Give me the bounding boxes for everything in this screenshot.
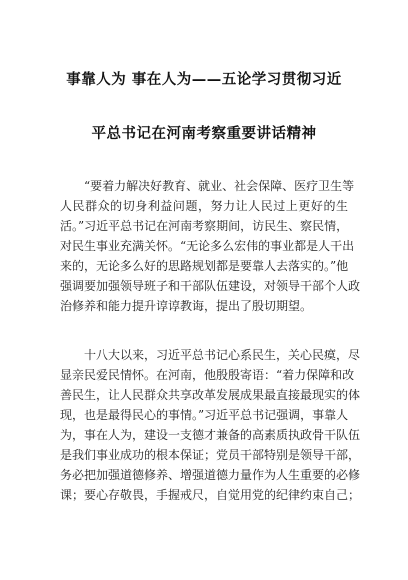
paragraph-2-line-5: 为，事在人为，建设一支德才兼备的高素质执政骨干队伍 [60,428,361,442]
paragraph-2-line-2: 显亲民爱民情怀。在河南，他殷殷寄语：“着力保障和改 [60,368,355,382]
paragraph-2-line-7: 务必把加强道德修养、增强道德力量作为人生重要的必修 [60,468,361,482]
paragraph-1-line-6: 强调要加强领导班子和干部队伍建设，对领导干部个人政 [60,279,361,293]
document-title-line-2: 平总书记在河南考察重要讲话精神 [91,126,317,142]
paragraph-2-line-3: 善民生，让人民群众共享改革发展成果最直接最现实的体 [60,388,361,402]
paragraph-1-line-4: 对民生事业充满关怀。“无论多么宏伟的事业都是人干出 [60,239,355,253]
paragraph-2-line-4: 现，也是最得民心的事情。”习近平总书记强调，事靠人 [60,408,349,422]
paragraph-1-line-1: “要着力解决好教育、就业、社会保障、医疗卫生等 [84,179,355,193]
paragraph-2-line-6: 是我们事业成功的根本保证；党员干部特别是领导干部， [60,448,361,462]
paragraph-2-line-1: 十八大以来，习近平总书记心系民生，关心民瘼，尽 [84,348,361,362]
paragraph-2-line-8: 课；要心存敬畏，手握戒尺，自觉用党的纪律约束自己； [60,488,361,502]
paragraph-1-line-2: 人民群众的切身利益问题，努力让人民过上更好的生 [60,199,348,213]
paragraph-1-line-5: 来的，无论多么好的思路规划都是要靠人去落实的。”他 [60,259,349,273]
document-title-line-1: 事靠人为 事在人为——五论学习贯彻习近 [66,72,342,88]
paragraph-1-line-7: 治修养和能力提升谆谆教诲，提出了殷切期望。 [60,299,313,313]
paragraph-1-line-3: 活。”习近平总书记在河南考察期间，访民生、察民情， [60,219,349,233]
